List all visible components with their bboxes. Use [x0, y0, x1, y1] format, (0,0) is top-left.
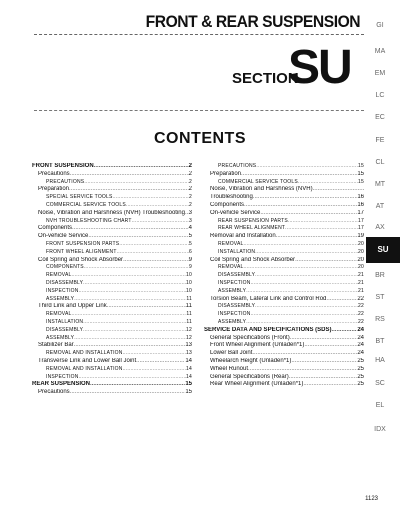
toc-entry[interactable] [32, 374, 192, 382]
dot-leader [298, 179, 358, 187]
toc-entry-page: 12 [186, 326, 192, 333]
dot-leader [79, 374, 186, 382]
toc-entry-title: Front Wheel Alignment (Unladen*1) [210, 342, 305, 349]
toc-entry-page: 2 [189, 194, 192, 201]
dot-leader [94, 163, 189, 171]
toc-entry[interactable] [32, 335, 192, 343]
dot-leader [84, 264, 189, 272]
toc-entry-title: On-vehicle Service [210, 209, 261, 216]
toc-entry-page: 2 [188, 163, 192, 169]
dot-leader [326, 296, 357, 304]
toc-entry-title: Coil Spring and Shock Absorber [210, 256, 296, 263]
toc-entry[interactable] [32, 233, 192, 241]
toc-entry-page: 11 [185, 303, 192, 310]
dot-leader [243, 241, 358, 249]
toc-entry-page: 15 [357, 170, 364, 177]
toc-entry[interactable] [204, 249, 364, 257]
section-tab[interactable]: FE [375, 137, 385, 144]
toc-left-column [32, 163, 192, 397]
section-tab[interactable]: MA [374, 48, 386, 55]
toc-entry-title: ASSEMBLY [46, 334, 75, 341]
toc-entry-title: Rear Wheel Alignment (Unladen*1) [210, 381, 304, 388]
toc-entry-page: 13 [185, 342, 192, 349]
toc-entry-page: 25 [357, 381, 364, 388]
toc-entry-page: 2 [189, 178, 192, 185]
section-tab[interactable]: ST [375, 294, 385, 301]
dot-leader [251, 311, 358, 319]
toc-entry[interactable] [204, 374, 364, 382]
toc-entry-title: COMMERCIAL SERVICE TOOLS [218, 178, 298, 185]
dot-leader [72, 225, 189, 233]
toc-entry[interactable] [32, 311, 192, 319]
toc-entry-title: Components [38, 225, 73, 232]
toc-entry[interactable] [204, 264, 364, 272]
toc-entry-page: 5 [188, 233, 192, 240]
toc-entry-page: 17 [357, 209, 364, 216]
section-tab[interactable]: SC [375, 380, 385, 387]
dot-leader [304, 342, 357, 350]
dot-leader [123, 350, 186, 358]
toc-entry-title: REMOVAL [218, 240, 244, 247]
toc-entry-title: Preparation [38, 186, 70, 193]
toc-entry-page: 10 [186, 272, 192, 279]
toc-entry-title: REMOVAL [218, 264, 244, 271]
toc-entry-title: Wheel Runout [210, 365, 249, 372]
toc-entry[interactable] [204, 194, 364, 202]
toc-entry-title: PRECAUTIONS [46, 178, 85, 185]
dot-leader [132, 218, 189, 226]
contents-heading: CONTENTS [154, 130, 246, 147]
toc-entry-page: 24 [357, 334, 364, 341]
section-tab[interactable]: AT [375, 203, 385, 210]
toc-entry-page: 6 [189, 248, 192, 255]
toc-entry-page: 20 [358, 248, 364, 255]
dot-leader [291, 358, 357, 366]
section-tab[interactable]: AX [375, 224, 385, 231]
dot-leader [123, 366, 186, 374]
toc-entry-title: Preparation [210, 170, 242, 177]
dot-leader [255, 249, 358, 257]
dot-leader [290, 335, 358, 343]
toc-entry[interactable] [204, 288, 364, 296]
toc-entry-title: COMPONENTS [46, 264, 84, 271]
toc-entry[interactable] [204, 350, 364, 358]
toc-entry-title: PRECAUTIONS [218, 163, 257, 169]
dot-leader [84, 179, 189, 187]
toc-entry-page: 10 [186, 279, 192, 286]
toc-entry-title: Coil Spring and Shock Absorber [38, 256, 124, 263]
toc-entry-title: REMOVAL [46, 272, 72, 279]
toc-entry-page: 10 [186, 287, 192, 294]
dot-leader [246, 288, 358, 296]
dot-leader [70, 171, 189, 179]
toc-entry-title: DISASSEMBLY [46, 279, 84, 286]
toc-entry-page: 11 [186, 318, 192, 325]
toc-entry-page: 25 [357, 373, 364, 380]
toc-entry[interactable] [32, 288, 192, 296]
toc-entry-page: 21 [358, 287, 364, 294]
toc-entry[interactable] [32, 179, 192, 187]
toc-entry-title: Components [210, 201, 245, 208]
dot-leader [113, 194, 189, 202]
toc-entry[interactable] [204, 257, 364, 265]
dot-leader [71, 272, 186, 280]
toc-entry[interactable] [32, 225, 192, 233]
toc-entry-page: 2 [188, 186, 192, 193]
dot-leader [331, 327, 357, 335]
toc-entry[interactable] [204, 303, 364, 311]
toc-entry[interactable] [204, 233, 364, 241]
toc-entry[interactable] [32, 257, 192, 265]
toc-entry-title: ASSEMBLY [46, 295, 75, 302]
toc-entry-title: DISASSEMBLY [218, 303, 256, 310]
toc-entry-title: On-vehicle Service [38, 233, 89, 240]
toc-entry-page: 4 [188, 225, 192, 232]
toc-entry-title: Stabilizer Bar [38, 342, 74, 349]
toc-entry-title: Third Link and Upper Link [38, 303, 107, 310]
toc-entry[interactable] [32, 272, 192, 280]
toc-entry-title: Noise, Vibration and Harshness (NVH) Troubleshooting [38, 209, 185, 216]
toc-entry-page: 16 [357, 201, 364, 208]
toc-entry-page: 22 [358, 311, 364, 318]
toc-right-column [204, 163, 364, 389]
dot-leader [83, 327, 186, 335]
toc-entry-page: 17 [358, 217, 364, 224]
dot-leader [289, 374, 358, 382]
dot-leader [313, 186, 364, 194]
dot-leader [260, 210, 357, 218]
dot-leader [255, 303, 358, 311]
toc-entry[interactable] [32, 210, 192, 218]
toc-entry-page: 20 [358, 240, 364, 247]
dot-leader [119, 241, 189, 249]
toc-entry[interactable] [32, 366, 192, 374]
toc-entry-page: 9 [189, 264, 192, 271]
toc-entry-page: 24 [357, 342, 364, 349]
dot-leader [303, 381, 357, 389]
toc-entry-page: 22 [357, 295, 364, 302]
toc-entry-page: 11 [186, 295, 192, 302]
toc-entry-page: 25 [357, 365, 364, 372]
toc-entry-title: Transverse Link and Lower Ball Joint [38, 357, 137, 364]
toc-entry-title: Lower Ball Joint [210, 350, 253, 357]
toc-entry-title: FRONT WHEEL ALIGNMENT [46, 248, 117, 255]
dot-leader [123, 257, 189, 265]
dot-leader [243, 264, 358, 272]
toc-entry-page: 21 [358, 279, 364, 286]
toc-entry[interactable] [204, 218, 364, 226]
toc-entry-page: 20 [357, 256, 364, 263]
toc-entry[interactable] [204, 381, 364, 389]
toc-entry[interactable] [204, 335, 364, 343]
toc-entry[interactable] [32, 389, 192, 397]
toc-entry-title: Torsion Beam, Lateral Link and Control Rod [210, 295, 327, 302]
toc-entry[interactable] [32, 249, 192, 257]
toc-entry-title: INSPECTION [218, 311, 251, 318]
section-tab[interactable]: EC [375, 114, 385, 121]
dot-leader [74, 335, 186, 343]
toc-entry-title: Noise, Vibration and Harshness (NVH) [210, 186, 313, 193]
toc-entry[interactable] [32, 218, 192, 226]
toc-entry[interactable] [32, 241, 192, 249]
toc-entry[interactable] [204, 296, 364, 304]
toc-entry-title: INSTALLATION [46, 318, 84, 325]
page-number: 1123 [365, 496, 378, 502]
toc-entry-page: 16 [357, 194, 364, 201]
toc-entry-title: DISASSEMBLY [218, 272, 256, 279]
toc-entry[interactable] [32, 381, 192, 389]
dot-leader [248, 366, 357, 374]
toc-entry-title: Precautions [38, 170, 70, 177]
toc-entry-title: Troubleshooting [210, 194, 253, 201]
toc-entry-page: 17 [358, 225, 364, 232]
dot-leader [79, 288, 186, 296]
section-tab[interactable]: EM [374, 70, 386, 77]
dot-leader [83, 280, 186, 288]
toc-entry-page: 14 [186, 365, 192, 372]
dot-leader [70, 389, 186, 397]
toc-entry-title: Wheelarch Height (Unladen*1) [210, 357, 292, 364]
dot-leader [69, 186, 189, 194]
toc-entry-page: 22 [358, 303, 364, 310]
toc-entry[interactable] [32, 303, 192, 311]
toc-entry-page: 25 [357, 357, 364, 364]
toc-entry[interactable] [32, 327, 192, 335]
dot-leader [74, 296, 186, 304]
toc-entry-title: ASSEMBLY [218, 287, 247, 294]
toc-entry[interactable] [204, 202, 364, 210]
toc-entry[interactable] [204, 358, 364, 366]
toc-entry-page: 2 [188, 170, 192, 177]
section-label: SECTION [232, 70, 299, 87]
section-tab[interactable]: BR [375, 272, 385, 279]
toc-entry[interactable] [32, 171, 192, 179]
header-divider [34, 34, 364, 35]
toc-entry-page: 3 [189, 217, 192, 224]
toc-entry-title: NVH TROUBLESHOOTING CHART [46, 217, 132, 224]
section-tab[interactable]: RS [375, 316, 385, 323]
dot-leader [107, 303, 186, 311]
toc-entry[interactable] [32, 358, 192, 366]
section-tab[interactable]: EL [375, 402, 385, 409]
toc-entry-page: 20 [358, 264, 364, 271]
dot-leader [241, 171, 357, 179]
toc-entry[interactable] [204, 171, 364, 179]
toc-entry-page: 15 [185, 381, 192, 388]
section-tab[interactable]: GI [376, 22, 384, 29]
toc-entry-title: REAR SUSPENSION PARTS [218, 217, 288, 224]
toc-entry[interactable] [204, 366, 364, 374]
dot-leader [246, 319, 358, 327]
toc-entry-page: 9 [188, 256, 192, 263]
toc-entry-title: FRONT SUSPENSION [32, 163, 94, 169]
toc-entry[interactable] [32, 163, 192, 171]
toc-entry-page: 12 [186, 334, 192, 341]
toc-entry-page: 24 [357, 350, 364, 357]
toc-entry-title: DISASSEMBLY [46, 326, 84, 333]
toc-entry[interactable] [32, 280, 192, 288]
section-tab[interactable]: MT [374, 181, 386, 188]
toc-entry[interactable] [204, 186, 364, 194]
toc-entry-title: INSPECTION [218, 279, 251, 286]
manual-title: FRONT & REAR SUSPENSION [145, 12, 360, 31]
toc-entry-page: 3 [188, 209, 192, 216]
toc-entry[interactable] [204, 210, 364, 218]
dot-leader [295, 257, 357, 265]
toc-entry[interactable] [204, 179, 364, 187]
toc-entry-page: 14 [186, 373, 192, 380]
toc-entry-title: REAR WHEEL ALIGNMENT [218, 225, 286, 232]
dot-leader [90, 381, 185, 389]
active-section-tab[interactable]: SU [366, 237, 400, 263]
toc-entry[interactable] [32, 186, 192, 194]
toc-entry-page: 21 [358, 272, 364, 279]
toc-entry-title: REAR SUSPENSION [32, 381, 91, 388]
toc-entry-page: 15 [185, 389, 192, 396]
toc-entry[interactable] [32, 319, 192, 327]
dot-leader [71, 311, 186, 319]
toc-entry-page: 11 [186, 311, 192, 318]
section-code: SU [288, 41, 351, 94]
toc-entry-title: SERVICE DATA AND SPECIFICATIONS (SDS) [204, 326, 332, 333]
dot-leader [252, 350, 357, 358]
toc-entry[interactable] [32, 202, 192, 210]
toc-entry-page: 24 [357, 326, 364, 333]
dot-leader [255, 272, 358, 280]
dot-leader [74, 342, 186, 350]
section-tab[interactable]: IDX [374, 426, 386, 433]
toc-entry[interactable] [204, 241, 364, 249]
toc-entry[interactable] [204, 163, 364, 171]
section-divider [34, 110, 364, 111]
toc-entry-title: INSTALLATION [218, 248, 256, 255]
toc-entry-page: 2 [189, 201, 192, 208]
section-tab[interactable]: BT [375, 338, 385, 345]
toc-entry[interactable] [32, 264, 192, 272]
toc-entry[interactable] [204, 272, 364, 280]
toc-entry-page: 14 [185, 357, 192, 364]
toc-entry-title: INSPECTION [46, 287, 79, 294]
dot-leader [253, 194, 358, 202]
toc-entry[interactable] [204, 225, 364, 233]
toc-entry-page: 13 [186, 350, 192, 357]
dot-leader [126, 202, 189, 210]
toc-entry-page: 5 [189, 240, 192, 247]
dot-leader [244, 202, 357, 210]
toc-entry[interactable] [204, 342, 364, 350]
dot-leader [276, 233, 358, 241]
dot-leader [88, 233, 188, 241]
toc-entry-title: COMMERCIAL SERVICE TOOLS [46, 201, 126, 208]
dot-leader [136, 358, 185, 366]
toc-entry-title: ASSEMBLY [218, 318, 247, 325]
toc-entry-title: Removal and Installation [210, 233, 276, 240]
toc-entry[interactable] [32, 296, 192, 304]
toc-entry-title: REMOVAL AND INSTALLATION [46, 365, 123, 372]
toc-entry[interactable] [32, 350, 192, 358]
toc-entry[interactable] [32, 194, 192, 202]
toc-entry-title: REMOVAL [46, 311, 72, 318]
toc-entry-page: 22 [358, 318, 364, 325]
section-tab[interactable]: HA [375, 357, 385, 364]
dot-leader [285, 225, 358, 233]
toc-entry-page: 15 [358, 163, 364, 169]
toc-entry[interactable] [204, 311, 364, 319]
section-tab[interactable]: CL [375, 159, 385, 166]
toc-entry-page: 15 [358, 178, 364, 185]
toc-entry-title: INSPECTION [46, 373, 79, 380]
toc-entry-title: SPECIAL SERVICE TOOLS [46, 194, 113, 201]
toc-entry[interactable] [204, 280, 364, 288]
toc-entry-title: General Specifications (Front) [210, 334, 290, 341]
dot-leader [251, 280, 358, 288]
dot-leader [288, 218, 358, 226]
dot-leader [83, 319, 186, 327]
section-tab[interactable]: LC [375, 92, 385, 99]
toc-entry-title: Precautions [38, 389, 70, 396]
toc-entry[interactable] [32, 342, 192, 350]
toc-entry[interactable] [204, 327, 364, 335]
toc-entry-title: General Specifications (Rear) [210, 373, 289, 380]
toc-entry[interactable] [204, 319, 364, 327]
dot-leader [256, 163, 358, 171]
toc-entry-title: REMOVAL AND INSTALLATION [46, 350, 123, 357]
dot-leader [117, 249, 189, 257]
toc-entry-page: 19 [357, 233, 364, 240]
toc-entry-title: FRONT SUSPENSION PARTS [46, 240, 120, 247]
